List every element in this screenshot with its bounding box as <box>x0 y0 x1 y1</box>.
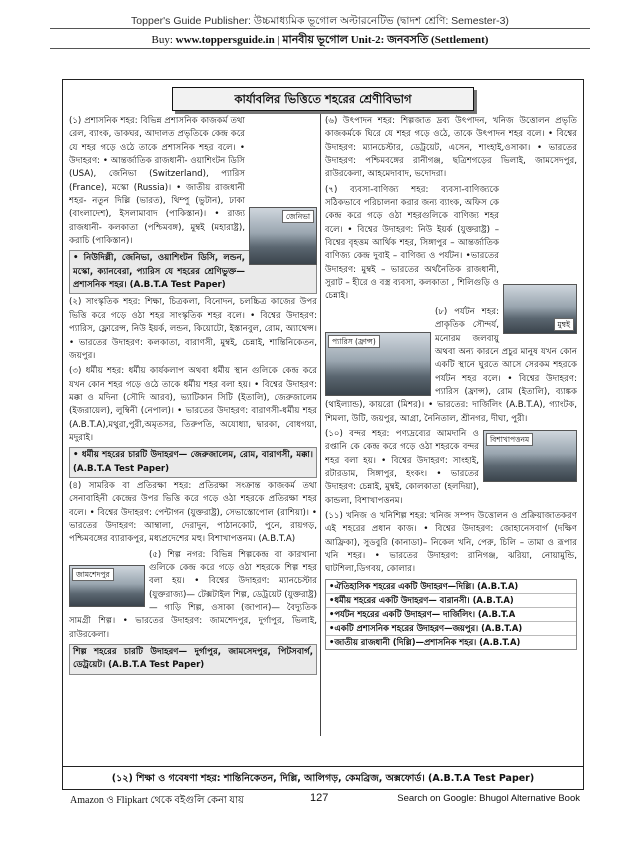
subject-label: মানবীয় ভূগোল <box>282 34 348 46</box>
abta-bullet-item: •ধর্মীয় শহরের একটি উদাহরণ— বারানসী। (A.B.T.A) <box>326 594 576 608</box>
buy-label: Buy: <box>151 34 173 46</box>
website-link[interactable]: www.toppersguide.in <box>175 34 275 46</box>
paris-photo-label: প্যারিস (ফ্রান্স) <box>328 335 380 348</box>
geneva-photo <box>249 207 317 265</box>
mumbai-photo <box>503 284 577 334</box>
column-divider <box>320 114 321 736</box>
jamshedpur-photo <box>69 565 145 607</box>
paris-photo <box>325 332 431 396</box>
abta-bullet-list <box>325 579 577 650</box>
page-number: 127 <box>310 792 329 804</box>
mining-city-text: (১১) খনিজ ও খনিশিল্প শহর: খনিজ সম্পদ উত্তোলন ও প্রক্রিয়াজাতকরণ এই শহরের প্রধান কাজ। • বিশ্বের উদাহরণ: জোহানেসবার্গ (দক্ষিণ আফ্রিকা), সুডবুরি (কানাডা)– নিকেল খনি, পেরু, চিলি – তামা ও রূপার খনি শহর। • ভারতের উদাহরণ: রানিগঞ্জ, ঝরিয়া, নোয়ামুন্ডি, ঘাটশিলা,ডিগবয়, কোলার। <box>325 510 577 575</box>
abta-bullet-item: •পর্যটন শহরের একটি উদাহরণ— দার্জিলিং। (A.B.T.A <box>326 608 576 622</box>
trade-city-text: (৭) ব্যবসা-বাণিজ্য শহর: ব্যবসা-বাণিজ্যকে সঠিকভাবে পরিচালনা করার জন্য ব্যাংক, অফিস কে কেন্দ্র করে গড়ে ওঠা শহরগুলিকে বাণিজ্য শহর বলে। • বিশ্বের উদাহরণ: নিউ ইয়র্ক (যুক্তরাষ্ট্র) – বিশ্বের বৃহত্তম আর্থিক শহর, সিঙ্গাপুর – আন্তর্জাতিক বাণিজ্য কেন্দ্র দুবাই – বাণিজ্য ও পর্যটন। •ভারতের উদাহরণ: মুম্বই – ভারতের অর্থনৈতিক রাজধানী, সুরাট – হীরে ও বস্ত্র ব্যবসা, কলকাতা , শিলিগুড়ি ও চেন্নাই। <box>325 184 499 302</box>
cultural-city-text: (২) সাংস্কৃতিক শহর: শিক্ষা, চিত্রকলা, বিনোদন, চলচ্চিত্র কাজের উপর ভিত্তি করে গড়ে ওঠা শহর সাংস্কৃতিক শহর বলে। • বিশ্বের উদাহরণ: প্যারিস, ফ্লোরেন্স, নিউ ইয়র্ক, লন্ডন, কিয়োটো, ইস্তানবুল, রোম, অ্যাথেন্স। • ভারতের উদাহরণ: কলকাতা, বারাণসী, মুম্বই, চেন্নাই, শান্তিনিকেতন, জয়পুর। <box>69 297 317 361</box>
religious-highlight: • ধর্মীয় শহরের চারটি উদাহরণ— জেরুজালেম, রোম, বারাণসী, মক্কা। (A.B.T.A Test Paper) <box>69 447 317 478</box>
visakhapatnam-photo-label: বিশাখাপত্তনম <box>486 433 533 446</box>
visakhapatnam-photo <box>483 430 577 482</box>
header-separator: | <box>277 34 280 46</box>
mumbai-photo-label: মুম্বই <box>554 318 574 331</box>
unit-label: Unit-2: জনবসতি (Settlement) <box>350 34 489 46</box>
header-divider-bottom <box>50 48 590 49</box>
left-column <box>69 115 317 735</box>
industrial-highlight: শিল্প শহরের চারটি উদাহরণ— দুর্গাপুর, জামসেদপুর, পিটসবার্গ, ডেট্রয়েট। (A.B.T.A Test Paper) <box>69 644 317 675</box>
abta-bullet-item: •ঐতিহাসিক শহরের একটি উদাহরণ—দিল্লি। (A.B.T.A) <box>326 580 576 594</box>
header-publisher-line: Topper's Guide Publisher: উচ্চমাধ্যমিক ভূগোল অল্টারনেটিভ (দ্বাদশ শ্রেণি: Semester-3) <box>131 15 509 27</box>
industrial-city-text: (৫) শিল্প নগর: বিভিন্ন শিল্পকেন্দ্র বা কারখানা গুলিকে কেন্দ্র করে গড়ে ওঠা শহরকে শিল্প শহর বলা হয়। • বিশ্বের উদাহরণ: ম্যানচেস্টার (যুক্তরাজ্য)— টেক্সটাইল শিল্প, ডেট্রয়েট (যুক্তরাষ্ট্র)— গাড়ি শিল্প, ওসাকা (জাপান)— বৈদ্যুতিক সামগ্রী শিল্প। • ভারতের উদাহরণ: জামশেদপুর, দুর্গাপুর, ভিলাই, রাউরকেলা। <box>69 549 317 640</box>
education-city-line: (১২) শিক্ষা ও গবেষণা শহর: শান্তিনিকেতন, দিল্লি, আলিগড়, কেমব্রিজ, অক্সফোর্ড। (A.B.T.A Test Paper) <box>62 766 584 791</box>
footer-buy-text: Amazon ও Flipkart থেকে বইগুলি কেনা যায় <box>70 795 244 806</box>
production-city-text: (৬) উৎপাদন শহর: শিল্পজাত দ্রব্য উৎপাদন, খনিজ উত্তোলন প্রভৃতি কাজকর্মকে ঘিরে যে শহর গড়ে ওঠে, তাকে উৎপাদন শহর বলে। • বিশ্বের উদাহরণ: ম্যানচেস্টার, ডেট্রয়েট, এসেন, শাংহাই,ওসাকা। • ভারতের উদাহরণ: পশ্চিমবঙ্গের রানীগঞ্জ, ছত্রিশগড়ের ভিলাই, জামসেদপুর, রাউরকেলা, আহমেদাবাদ, ভদোদরা। <box>325 116 577 180</box>
administrative-highlight: • নিউদিল্লী, জেনিভা, ওয়াশিংটন ডিসি, লন্ডন, মস্কো, ক্যানবেরা, প্যারিস যে শহরের শ্রেণিভুক্ত— প্রশাসনিক শহর। (A.B.T.A Test Paper) <box>69 250 317 294</box>
abta-bullet-item: •একটি প্রশাসনিক শহরের উদাহরণ—জয়পুর। (A.B.T.A) <box>326 622 576 636</box>
section-title: কার্যাবলির ভিত্তিতে শহরের শ্রেণীবিভাগ <box>172 87 474 111</box>
geneva-photo-label: জেনিভা <box>282 210 314 223</box>
defence-city-text: (৪) সামরিক বা প্রতিরক্ষা শহর: প্রতিরক্ষা সংক্রান্ত কাজকর্ম তথা সেনাবাহিনী কেন্দ্রের উপর ভিত্তি করে গড়ে ওঠা শহরকে প্রতিরক্ষা শহর বলে। • বিশ্বের উদাহরণ: পেন্টাগন (যুক্তরাষ্ট্র), সেভাস্তোপোল (রাশিয়া)। • ভারতের উদাহরণ: আম্বালা, দেরাদুন, পাঠানকোট, পুনে, রায়গড়, পশ্চিমবঙ্গের ব্যারাকপুর, মধ্যপ্রদেশের মহু। বিশাখাপত্তনম। (A.B.T.A) <box>69 480 317 545</box>
abta-bullet-item: •জাতীয় রাজধানী (দিল্লি)—প্রশাসনিক শহর। (A.B.T.A) <box>329 636 521 647</box>
footer-search-text: Search on Google: Bhugol Alternative Book <box>397 793 580 804</box>
jamshedpur-photo-label: জামশেদপুর <box>72 568 114 581</box>
tourist-city-text: (৮) পর্যটন শহর: প্রাকৃতিক সৌন্দর্য, মনোরম জলবায়ু অথবা অন্য কারনে প্রচুর মানুষ যখন কোন একটি স্থানে ঘুরতে আসে সেরকম শহরকে পর্যটন শহর বলে। • বিশ্বের উদাহরণ: প্যারিস (ফ্রান্স), রোম (ইতালি), ব্যাঙ্কক (থাইল্যান্ড), কায়রো (মিশর)। • ভারতের: দার্জিলিং (A.B.T.A), গ্যাংটক, শিমলা, উটি, জয়পুর, আগ্রা, নৈনিতাল, শ্রীনগর, দীঘা, পুরী। <box>325 306 577 424</box>
header-divider <box>50 28 590 29</box>
religious-city-text: (৩) ধর্মীয় শহর: ধর্মীয় কার্যকলাপ অথবা ধর্মীয় স্থান গুলিকে কেন্দ্র করে যখন কোন শহর গড়ে ওঠে তাকে ধর্মীয় শহর বলা হয়। • বিশ্বের উদাহরণ: মক্কা ও মদিনা (সৌদি আরব), ভ্যাটিকান সিটি (ইতালি), জেরুজালেম (ইজরায়েল), লুম্বিনী (নেপাল)। • ভারতের উদাহরণ: বারাণসী-ধর্মীয় শহর (A.B.T.A),মথুরা,পুরী,অমৃতসর, তিরুপতি, অযোধ্যা, দ্বারকা, বোধগয়া, মদুরাই। <box>69 366 317 443</box>
port-city-text: (১০) বন্দর শহর: পণ্যদ্রব্যের আমদানি ও রপ্তানি কে কেন্দ্র করে গড়ে ওঠা শহরকে বন্দর শহর বলা হয়। • বিশ্বের উদাহরণ: সাংহাই, রটারডাম, সিঙ্গাপুর, হংকং। • ভারতের উদাহরণ: চেন্নাই, মুম্বই, কোলকাতা (হলদিয়া), কান্ডলা, বিশাখাপত্তনম। <box>325 428 479 506</box>
right-column <box>325 115 577 755</box>
administrative-city-text: (১) প্রশাসনিক শহর: বিভিন্ন প্রশাসনিক কাজকর্ম তথা রেল, ব্যাংক, ডাকঘর, আদালত প্রভৃতিকে কেন্দ্র করে যে শহর গড়ে ওঠে তাকে প্রশাসনিক শহর বলে। • উদাহরণ: • আন্তর্জাতিক রাজধানী- ওয়াশিংটন ডিসি (USA), জেনিভা (Switzerland), প্যারিস (France), মস্কো (Russia)। • জাতীয় রাজধানী শহর- নতুন দিল্লি (ভারত), থিম্পু (ভুটান), ঢাকা (বাংলাদেশ), ইসলামাবাদ (পাকিস্তান)। • রাজ্য রাজধানী- কলকাতা (পশ্চিমবঙ্গ), মুম্বই (মহারাষ্ট্র), করাচি (পাকিস্তান)। <box>69 116 245 247</box>
